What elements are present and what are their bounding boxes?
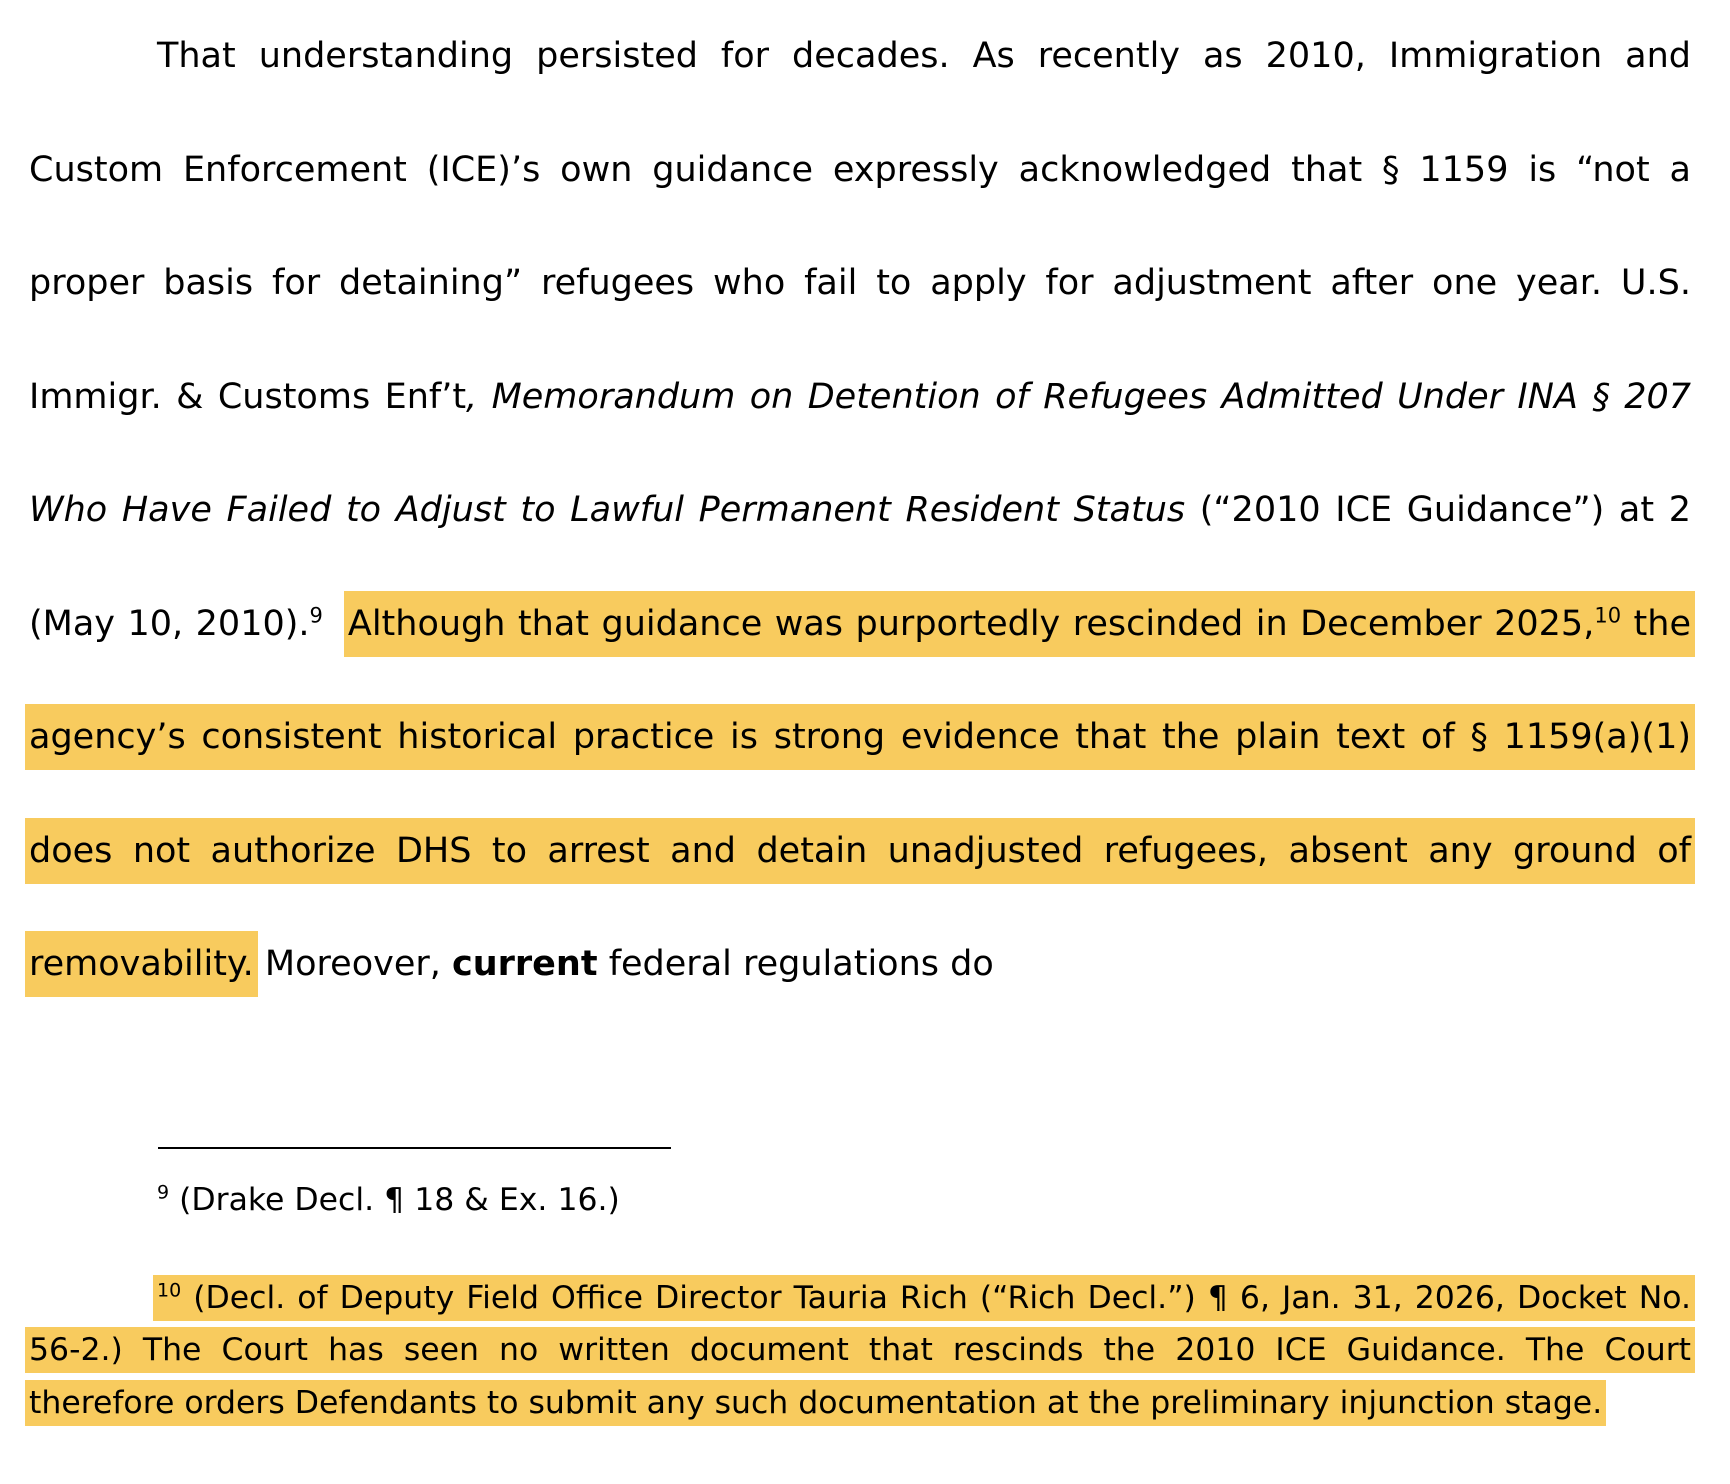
memorandum-title: , Memorandum on Detention of Refugees Admitted Under INA § 207 Who Have Failed to Adjust to Lawful Permanent Resident Status [29, 376, 1691, 530]
footnotes-section [29, 1174, 1691, 1429]
footnote-9-text: (Drake Decl. ¶ 18 & Ex. 16.) [169, 1182, 620, 1218]
footnote-ref-10[interactable]: 10 [1594, 602, 1622, 627]
footnote-9-number: 9 [157, 1181, 170, 1204]
main-paragraph [29, 0, 1691, 1022]
footnote-ref-9[interactable]: 9 [309, 602, 323, 627]
footnote-10-highlight [25, 1275, 1695, 1426]
footnote-separator [158, 1147, 671, 1149]
sentence-regulations: federal regulations do [597, 944, 994, 984]
highlighted-text [25, 591, 1695, 998]
highlight-part-2: the agency’s consistent historical practice is strong evidence that the plain text of § 1159(a)(1) does not authorize DHS to arrest and detain unadjusted refugees, absent any ground of removability. [29, 603, 1691, 984]
footnote-9 [29, 1174, 1691, 1227]
bold-current: current [452, 944, 598, 984]
footnote-10 [29, 1272, 1691, 1430]
footnote-10-number: 10 [157, 1279, 182, 1301]
footnote-10-text: (Decl. of Deputy Field Office Director Tauria Rich (“Rich Decl.”) ¶ 6, Jan. 31, 2026, Docket No. 56-2.) The Court has seen no written document that rescinds the 2010 ICE Guidance. The Court therefore orders Defendants to submit any such documentation at the preliminary injunction stage. [29, 1279, 1691, 1421]
paragraph [29, 0, 1691, 1022]
sentence-moreover: Moreover, [253, 944, 452, 984]
highlight-part-1: Although that guidance was purportedly rescinded in December 2025, [347, 603, 1595, 644]
sentence-citation: (“2010 ICE Guidance”) at 2 (May 10, 2010). [29, 490, 1691, 644]
sentence-history: That understanding persisted for decades. As recently as 2010, Immigration and Custom Enforcement (ICE)’s own guidance expressly acknowledged that § 1159 is “not a proper basis for detaining” refugees who fail to apply for adjustment after one year. U.S. Immigr. & Customs Enf’t [29, 36, 1691, 417]
